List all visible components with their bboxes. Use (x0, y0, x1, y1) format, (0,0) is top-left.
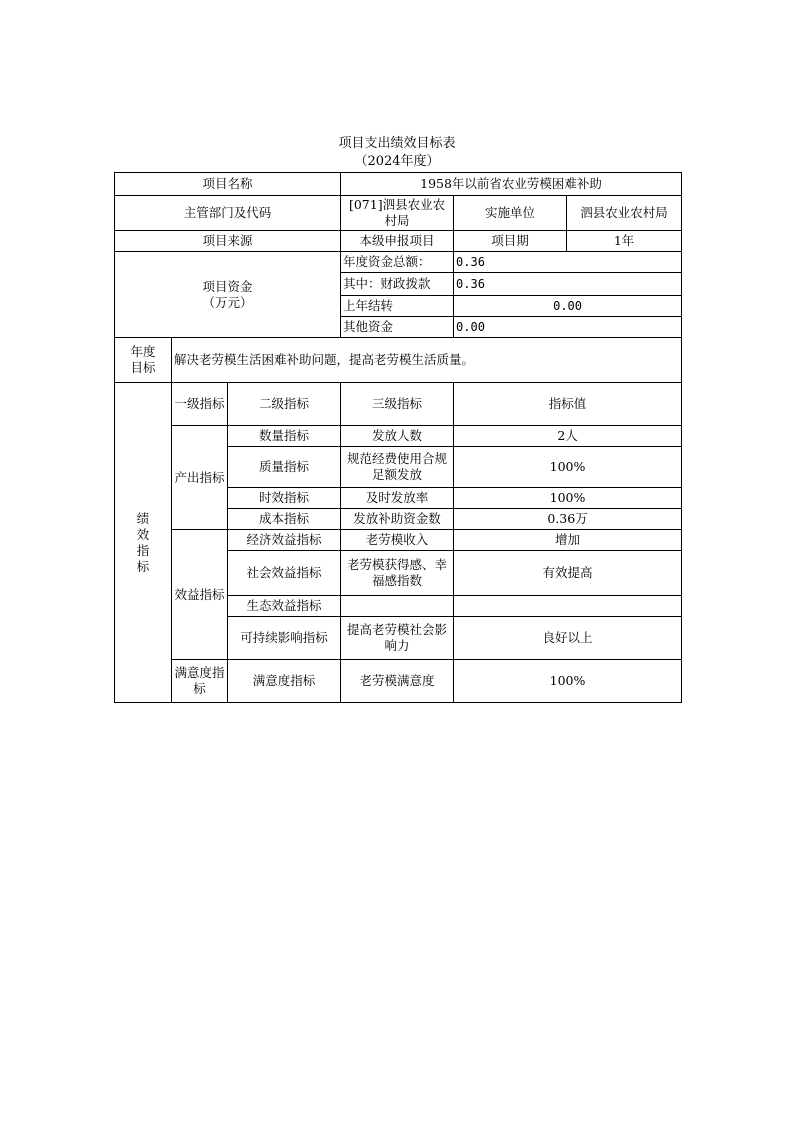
side-char-1: 绩 (136, 510, 150, 526)
level3-cell: 提高老劳模社会影响力 (341, 617, 454, 660)
implementing-unit-value: 泗县农业农村局 (567, 196, 682, 231)
header-level3: 三级指标 (341, 383, 454, 426)
row-funds-total (115, 252, 682, 273)
annual-goal-label-line2: 目标 (130, 360, 156, 375)
level3-cell: 老劳模满意度 (341, 660, 454, 703)
level3-cell: 及时发放率 (341, 488, 454, 509)
funds-carryover-label: 上年结转 (341, 296, 454, 317)
funds-total-label: 年度资金总额： (341, 252, 454, 273)
header-level2: 二级指标 (228, 383, 341, 426)
level3-cell: 老劳模获得感、幸福感指数 (341, 551, 454, 596)
performance-side-label (115, 383, 172, 703)
funds-fiscal-value: 0.36 (454, 273, 682, 296)
project-name-value: 1958年以前省农业劳模困难补助 (341, 173, 682, 196)
document-title: 项目支出绩效目标表 (338, 136, 456, 151)
level3-cell: 发放人数 (341, 426, 454, 447)
value-cell: 100% (454, 447, 682, 488)
project-period-value: 1年 (567, 231, 682, 252)
value-cell: 0.36万 (454, 509, 682, 530)
level3-cell (341, 596, 454, 617)
level1-benefit: 效益指标 (172, 530, 228, 660)
level2-cell: 可持续影响指标 (228, 617, 341, 660)
value-cell: 有效提高 (454, 551, 682, 596)
funds-carryover-value: 0.00 (454, 296, 682, 317)
department-value: [071]泗县农业农村局 (341, 196, 454, 231)
funds-fiscal-label: 其中：财政拨款 (341, 273, 454, 296)
side-char-2: 效 (136, 526, 150, 542)
level3-cell: 规范经费使用合规足额发放 (341, 447, 454, 488)
side-char-4: 标 (136, 558, 150, 574)
project-source-label: 项目来源 (115, 231, 341, 252)
header-level1: 一级指标 (172, 383, 228, 426)
value-cell: 2人 (454, 426, 682, 447)
level2-cell: 经济效益指标 (228, 530, 341, 551)
project-source-value: 本级申报项目 (341, 231, 454, 252)
project-period-label: 项目期 (454, 231, 567, 252)
document-year: （2024年度） (354, 154, 440, 169)
level2-cell: 时效指标 (228, 488, 341, 509)
annual-goal-label (115, 338, 172, 383)
funds-label-line2: （万元） (202, 294, 253, 310)
indicator-row (115, 530, 682, 551)
funds-other-value: 0.00 (454, 317, 682, 338)
value-cell: 良好以上 (454, 617, 682, 660)
level2-cell: 数量指标 (228, 426, 341, 447)
level3-cell: 老劳模收入 (341, 530, 454, 551)
row-project-name (115, 173, 682, 196)
funds-other-label: 其他资金 (341, 317, 454, 338)
row-department (115, 196, 682, 231)
funds-label (115, 252, 341, 338)
level2-cell: 满意度指标 (228, 660, 341, 703)
level1-satisfaction: 满意度指标 (172, 660, 228, 703)
indicator-row (115, 660, 682, 703)
level3-cell: 发放补助资金数 (341, 509, 454, 530)
level2-cell: 质量指标 (228, 447, 341, 488)
value-cell: 100% (454, 660, 682, 703)
funds-label-line1: 项目资金 (202, 278, 253, 294)
project-name-label: 项目名称 (115, 173, 341, 196)
level1-output: 产出指标 (172, 426, 228, 530)
implementing-unit-label: 实施单位 (454, 196, 567, 231)
performance-target-table (114, 172, 682, 703)
row-annual-goal (115, 338, 682, 383)
level2-cell: 成本指标 (228, 509, 341, 530)
row-indicator-header (115, 383, 682, 426)
annual-goal-label-line1: 年度 (130, 344, 156, 359)
value-cell: 增加 (454, 530, 682, 551)
side-char-3: 指 (136, 542, 150, 558)
indicator-row (115, 426, 682, 447)
annual-goal-text: 解决老劳模生活困难补助问题，提高老劳模生活质量。 (172, 338, 682, 383)
header-value: 指标值 (454, 383, 682, 426)
row-project-source (115, 231, 682, 252)
funds-total-value: 0.36 (454, 252, 682, 273)
value-cell: 100% (454, 488, 682, 509)
department-label: 主管部门及代码 (115, 196, 341, 231)
level2-cell: 社会效益指标 (228, 551, 341, 596)
level2-cell: 生态效益指标 (228, 596, 341, 617)
value-cell (454, 596, 682, 617)
